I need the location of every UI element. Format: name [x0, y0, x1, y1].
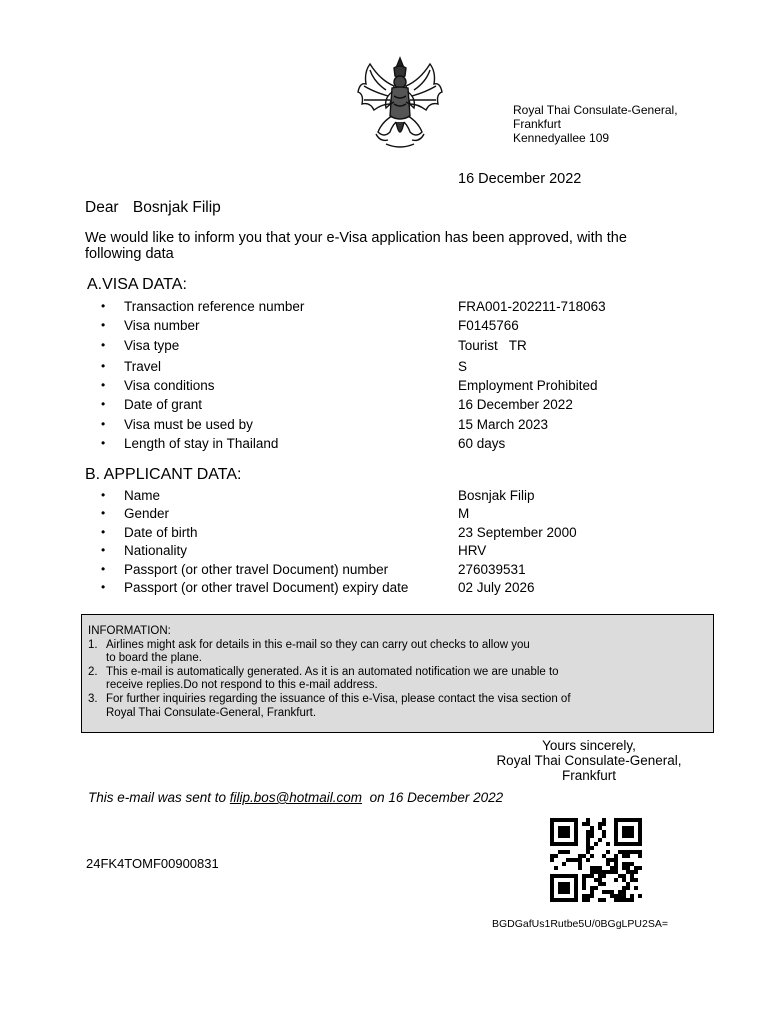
sent-prefix: This e-mail was sent to: [88, 790, 230, 805]
item-text-continued: receive replies.Do not respond to this e-mail address.: [106, 679, 378, 692]
applicant-data-row: [0, 580, 768, 598]
visa-data-title: A.VISA DATA:: [87, 276, 187, 293]
recipient-email-link[interactable]: filip.bos@hotmail.com: [229, 790, 363, 805]
letter-date: 16 December 2022: [458, 171, 582, 187]
bullet-icon: •: [101, 436, 106, 450]
garuda-emblem-icon: [350, 52, 450, 152]
item-text-continued: to board the plane.: [106, 652, 202, 665]
information-item: [88, 639, 713, 666]
bullet-icon: •: [101, 488, 106, 502]
bullet-icon: •: [101, 562, 106, 576]
intro-paragraph: [85, 230, 685, 262]
applicant-data-row: [0, 488, 768, 506]
row-label: Nationality: [124, 543, 188, 558]
row-value: 16 December 2022: [458, 397, 573, 412]
closing-block: [470, 738, 708, 783]
row-label: Date of grant: [124, 397, 203, 412]
item-number: 1.: [88, 638, 98, 651]
consulate-address-line: Kennedyallee 109: [513, 131, 610, 145]
consulate-address: [513, 103, 678, 145]
visa-data-row: [0, 318, 768, 336]
row-value: 276039531: [458, 562, 526, 577]
closing-line: Yours sincerely,: [542, 738, 636, 753]
row-value: 15 March 2023: [458, 417, 549, 432]
row-value: Bosnjak Filip: [458, 488, 535, 503]
applicant-data-title: B. APPLICANT DATA:: [85, 466, 242, 483]
visa-data-row: [0, 338, 768, 356]
item-number: 3.: [88, 692, 98, 705]
salutation-word: Dear: [85, 199, 119, 216]
consulate-address-line: Frankfurt: [513, 117, 562, 131]
row-label: Date of birth: [124, 525, 198, 540]
bullet-icon: •: [101, 417, 106, 431]
visa-data-row: [0, 397, 768, 415]
row-label: Travel: [124, 359, 162, 374]
row-value: HRV: [458, 543, 487, 558]
row-value: F0145766: [458, 318, 519, 333]
information-item: [88, 666, 713, 693]
visa-data-row: [0, 359, 768, 377]
applicant-data-row: [0, 525, 768, 543]
row-label: Gender: [124, 506, 170, 521]
item-text-continued: Royal Thai Consulate-General, Frankfurt.: [106, 706, 317, 719]
item-number: 2.: [88, 665, 98, 678]
sent-notice: [88, 790, 503, 805]
row-value: FRA001-202211-718063: [458, 299, 606, 314]
row-label: Passport (or other travel Document) expiry date: [124, 580, 409, 595]
bullet-icon: •: [101, 318, 106, 332]
bullet-icon: •: [101, 580, 106, 594]
information-item: [88, 693, 713, 720]
visa-data-row: [0, 417, 768, 435]
bullet-icon: •: [101, 338, 106, 352]
bullet-icon: •: [101, 543, 106, 557]
bullet-icon: •: [101, 525, 106, 539]
applicant-data-row: [0, 562, 768, 580]
bullet-icon: •: [101, 506, 106, 520]
row-value: Tourist TR: [458, 338, 527, 353]
bullet-icon: •: [101, 359, 106, 373]
item-text: This e-mail is automatically generated. As it is an automated notification we are unable to: [106, 665, 559, 678]
row-label: Passport (or other travel Document) number: [124, 562, 389, 577]
recipient-name: Bosnjak Filip: [132, 199, 221, 216]
qr-code: [550, 818, 642, 902]
item-text: For further inquiries regarding the issuance of this e-Visa, please contact the visa section of: [106, 692, 571, 705]
bullet-icon: •: [101, 299, 106, 313]
row-label: Name: [124, 488, 161, 503]
visa-data-row: [0, 378, 768, 396]
reference-code: 24FK4TOMF00900831: [86, 856, 219, 871]
row-value: Employment Prohibited: [458, 378, 598, 393]
intro-line: We would like to inform you that your e-Visa application has been approved, with the: [85, 230, 627, 246]
row-value: 02 July 2026: [458, 580, 535, 595]
closing-line: Frankfurt: [561, 768, 616, 783]
intro-line: following data: [85, 246, 174, 262]
row-label: Visa conditions: [124, 378, 215, 393]
visa-data-row: [0, 299, 768, 317]
consulate-address-line: Royal Thai Consulate-General,: [513, 103, 678, 117]
row-label: Visa must be used by: [124, 417, 253, 432]
information-box: [81, 614, 714, 733]
applicant-data-row: [0, 543, 768, 561]
information-heading: INFORMATION:: [88, 625, 171, 637]
signature-hash: BGDGafUs1Rutbe5U/0BGgLPU2SA=: [492, 918, 668, 930]
salutation: [85, 199, 221, 217]
item-text: Airlines might ask for details in this e-mail so they can carry out checks to allow you: [106, 638, 530, 651]
row-value: 23 September 2000: [458, 525, 577, 540]
row-value: M: [458, 506, 470, 521]
applicant-data-row: [0, 506, 768, 524]
bullet-icon: •: [101, 378, 106, 392]
row-label: Visa type: [124, 338, 180, 353]
sent-suffix: on 16 December 2022: [362, 790, 504, 805]
row-label: Visa number: [124, 318, 200, 333]
row-value: S: [458, 359, 468, 374]
row-value: 60 days: [458, 436, 506, 451]
row-label: Transaction reference number: [124, 299, 305, 314]
bullet-icon: •: [101, 397, 106, 411]
closing-line: Royal Thai Consulate-General,: [496, 753, 682, 768]
row-label: Length of stay in Thailand: [124, 436, 279, 451]
visa-data-row: [0, 436, 768, 454]
